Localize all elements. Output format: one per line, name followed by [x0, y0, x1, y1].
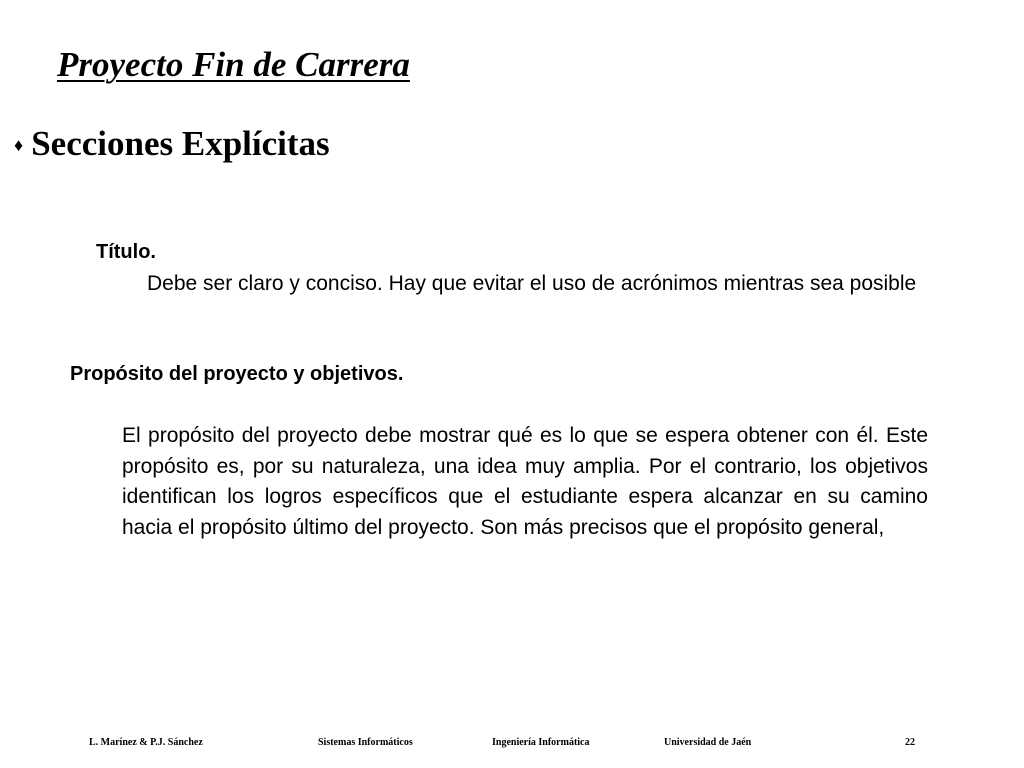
- slide-title: Proyecto Fin de Carrera: [57, 45, 410, 84]
- subsection-body-titulo: Debe ser claro y conciso. Hay que evitar el uso de acrónimos mientras sea posible: [147, 272, 917, 295]
- subsection-body-proposito: El propósito del proyecto debe mostrar qué es lo que se espera obtener con él. Este propósito es, por su naturaleza, una idea muy amplia. Por el contrario, los objetivos identifican los logros específicos que el estudiante espera alcanzar en su camino hacia el propósito último del proyecto. Son más precisos que el propósito general,: [122, 424, 928, 539]
- footer-page-number: 22: [905, 737, 915, 748]
- subsection-label-proposito: Propósito del proyecto y objetivos.: [70, 363, 404, 385]
- slide-footer: [0, 736, 1024, 752]
- section-heading-text: Secciones Explícitas: [31, 124, 330, 163]
- footer-authors: L. Marínez & P.J. Sánchez: [89, 737, 203, 748]
- diamond-bullet-icon: ♦: [14, 135, 24, 155]
- section-heading: [14, 123, 330, 166]
- footer-degree: Ingeniería Informática: [492, 737, 590, 748]
- footer-university: Universidad de Jaén: [664, 737, 752, 748]
- footer-course: Sistemas Informáticos: [318, 737, 413, 748]
- subsection-label-titulo: Título.: [96, 241, 156, 263]
